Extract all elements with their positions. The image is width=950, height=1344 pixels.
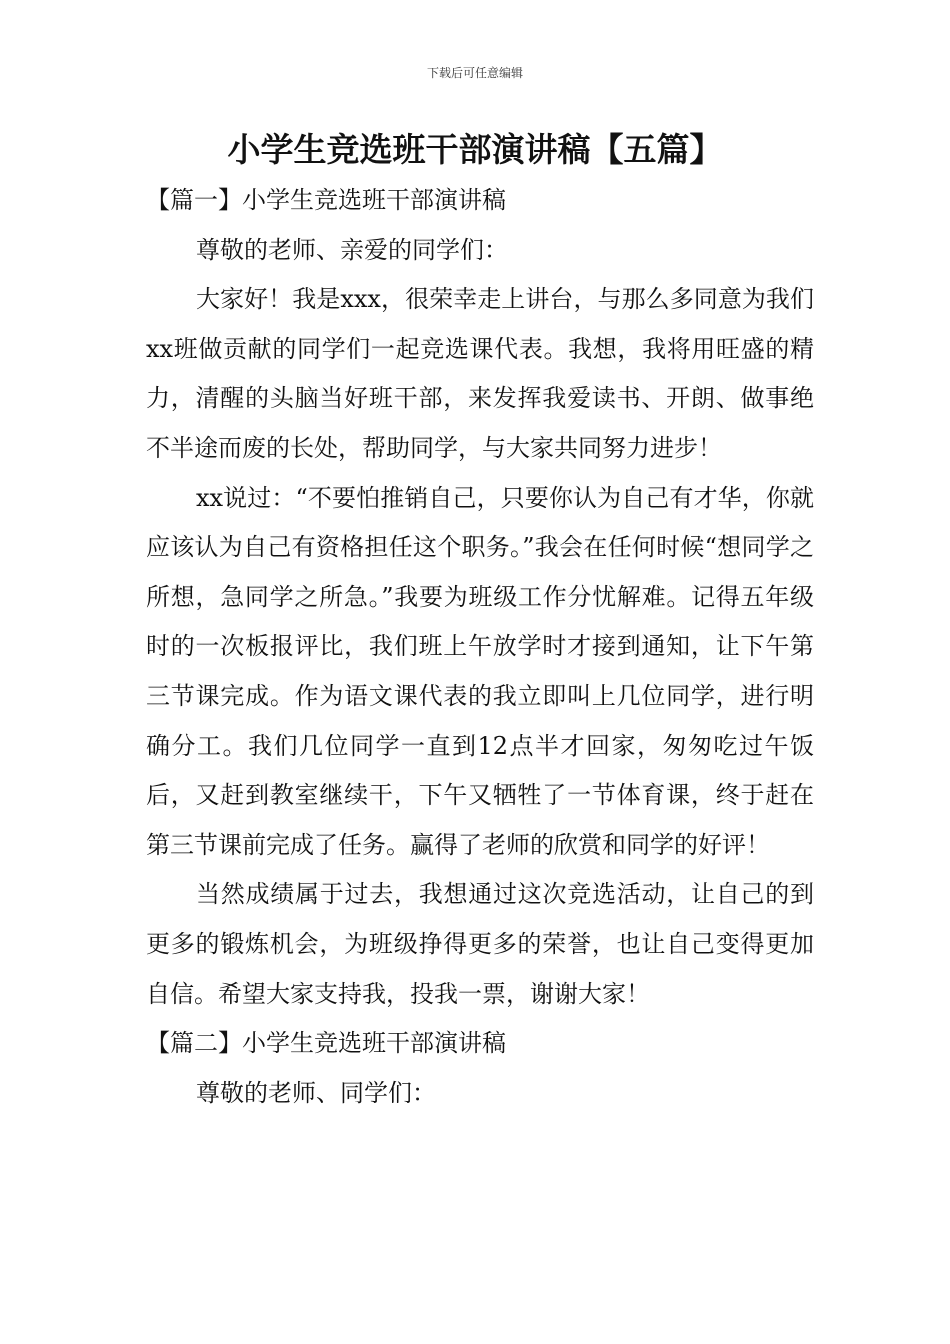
salutation-2: 尊敬的老师、同学们： bbox=[196, 1078, 436, 1107]
salutation-1: 尊敬的老师、亲爱的同学们： bbox=[196, 235, 508, 264]
document-body bbox=[146, 176, 814, 1118]
header-note: 下载后可任意编辑 bbox=[426, 66, 523, 80]
section-heading-1: 【篇一】小学生竞选班干部演讲稿 bbox=[146, 186, 506, 214]
document-title: 小学生竞选班干部演讲稿【五篇】 bbox=[227, 130, 723, 169]
paragraph-experience: xx说过：“不要怕推销自己，只要你认为自己有才华，你就应该认为自己有资格担任这个职务。”我会在任何时候“想同学之所想，急同学之所急。”我要为班级工作分忧解难。记得五年级时的一次板报评比，我们班上午放学时才接到通知，让下午第三节课完成。作为语文课代表的我立即叫上几位同学，进行明确分工。我们几位同学一直到12点半才回家，匆匆吃过午饭后，又赶到教室继续干，下午又牺牲了一节体育课，终于赶在第三节课前完成了任务。赢得了老师的欣赏和同学的好评！ bbox=[146, 483, 814, 859]
paragraph-closing: 当然成绩属于过去，我想通过这次竞选活动，让自己的到更多的锻炼机会，为班级挣得更多的荣誉，也让自己变得更加自信。希望大家支持我，投我一票，谢谢大家！ bbox=[146, 880, 814, 1008]
paragraph-introduction: 大家好！我是xxx，很荣幸走上讲台，与那么多同意为我们xx班做贡献的同学们一起竞选课代表。我想，我将用旺盛的精力，清醒的头脑当好班干部，来发挥我爱读书、开朗、做事绝不半途而废的长处，帮助同学，与大家共同努力进步！ bbox=[146, 285, 814, 462]
section-heading-2: 【篇二】小学生竞选班干部演讲稿 bbox=[146, 1029, 506, 1058]
